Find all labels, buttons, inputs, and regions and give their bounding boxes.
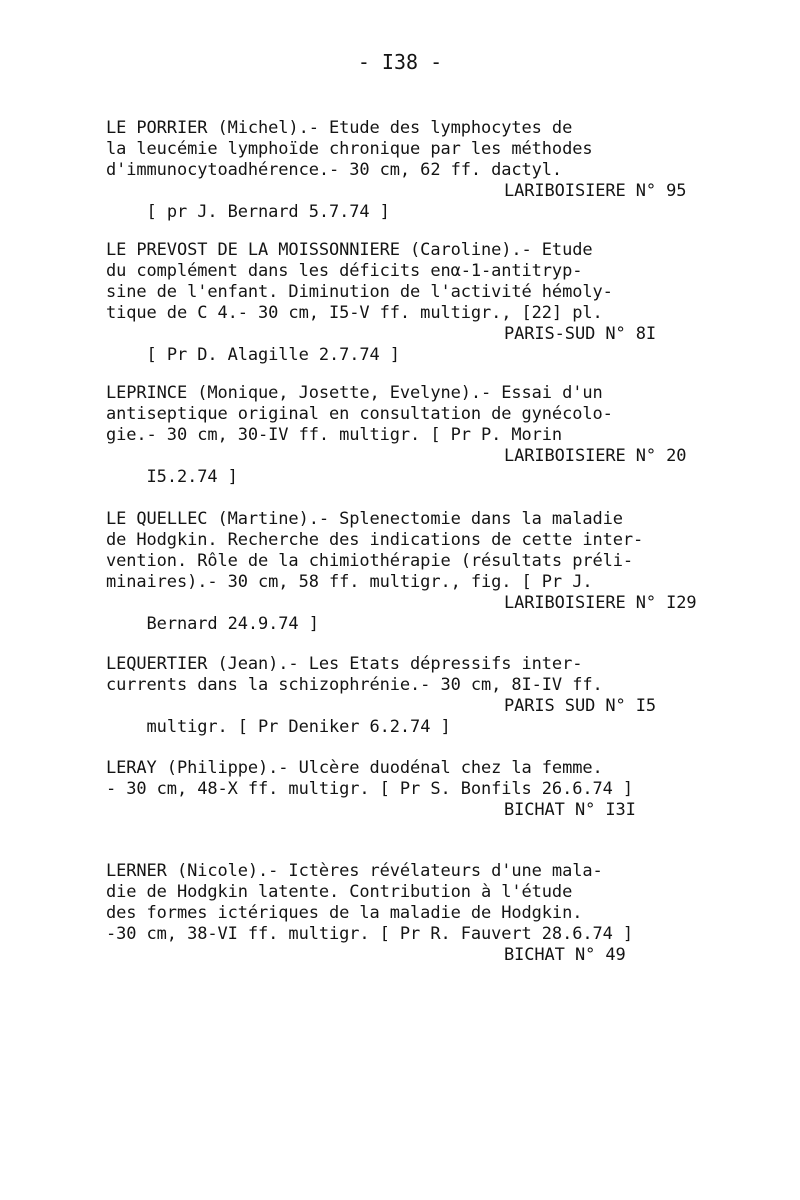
entry-line: vention. Rôle de la chimiothérapie (résultats préli- bbox=[106, 551, 634, 571]
entry-line-last bbox=[106, 800, 726, 821]
entry-line-text: multigr. [ Pr Deniker 6.2.74 ] bbox=[146, 717, 451, 737]
entry-line-last bbox=[106, 945, 726, 966]
entry-location: BICHAT N° I3I bbox=[504, 800, 636, 820]
entry-line: minaires).- 30 cm, 58 ff. multigr., fig. [ Pr J. bbox=[106, 572, 593, 592]
entry-line: de Hodgkin. Recherche des indications de cette inter- bbox=[106, 530, 644, 550]
entry-line-last bbox=[106, 696, 726, 737]
entry-line: LEQUERTIER (Jean).- Les Etats dépressifs inter- bbox=[106, 654, 583, 674]
bibliography-entry bbox=[106, 758, 726, 821]
entry-line: d'immunocytoadhérence.- 30 cm, 62 ff. dactyl. bbox=[106, 160, 563, 180]
entry-location: LARIBOISIERE N° 20 bbox=[504, 446, 687, 466]
entry-line: LE QUELLEC (Martine).- Splenectomie dans la maladie bbox=[106, 509, 623, 529]
bibliography-entry bbox=[106, 383, 726, 487]
entry-line: die de Hodgkin latente. Contribution à l'étude bbox=[106, 882, 573, 902]
entry-line-text: I5.2.74 ] bbox=[146, 467, 238, 487]
entry-line: gie.- 30 cm, 30-IV ff. multigr. [ Pr P. Morin bbox=[106, 425, 563, 445]
entry-line-last bbox=[106, 324, 726, 365]
bibliography-entry bbox=[106, 240, 726, 365]
entry-line-last bbox=[106, 593, 726, 634]
entry-line: du complément dans les déficits enα-1-antitryp- bbox=[106, 261, 583, 281]
entry-line-text: [ Pr D. Alagille 2.7.74 ] bbox=[146, 345, 400, 365]
bibliography-entry bbox=[106, 861, 726, 966]
bibliography-entry bbox=[106, 118, 726, 222]
entry-location: LARIBOISIERE N° I29 bbox=[504, 593, 697, 613]
entry-line: sine de l'enfant. Diminution de l'activité hémoly- bbox=[106, 282, 613, 302]
entry-line: LEPRINCE (Monique, Josette, Evelyne).- Essai d'un bbox=[106, 383, 603, 403]
bibliography-entry bbox=[106, 654, 726, 737]
entry-line-last bbox=[106, 446, 726, 487]
entry-line: LERNER (Nicole).- Ictères révélateurs d'une mala- bbox=[106, 861, 603, 881]
entry-line: des formes ictériques de la maladie de Hodgkin. bbox=[106, 903, 583, 923]
entry-location: PARIS-SUD N° 8I bbox=[504, 324, 657, 344]
entry-line-text: [ pr J. Bernard 5.7.74 ] bbox=[146, 202, 390, 222]
entry-line: tique de C 4.- 30 cm, I5-V ff. multigr., [22] pl. bbox=[106, 303, 603, 323]
entry-line: LE PORRIER (Michel).- Etude des lymphocytes de bbox=[106, 118, 573, 138]
entry-line: LERAY (Philippe).- Ulcère duodénal chez la femme. bbox=[106, 758, 603, 778]
entry-line-last bbox=[106, 181, 726, 222]
entry-line: - 30 cm, 48-X ff. multigr. [ Pr S. Bonfils 26.6.74 ] bbox=[106, 779, 634, 799]
entry-line: la leucémie lymphoïde chronique par les méthodes bbox=[106, 139, 593, 159]
bibliography-entry bbox=[106, 509, 726, 634]
entry-line: LE PREVOST DE LA MOISSONNIERE (Caroline).- Etude bbox=[106, 240, 593, 260]
entry-line: antiseptique original en consultation de gynécolo- bbox=[106, 404, 613, 424]
entry-line-text: Bernard 24.9.74 ] bbox=[146, 614, 319, 634]
entry-line: -30 cm, 38-VI ff. multigr. [ Pr R. Fauvert 28.6.74 ] bbox=[106, 924, 634, 944]
entry-location: BICHAT N° 49 bbox=[504, 945, 626, 965]
page-number: - I38 - bbox=[357, 50, 443, 74]
entry-location: PARIS SUD N° I5 bbox=[504, 696, 657, 716]
entry-location: LARIBOISIERE N° 95 bbox=[504, 181, 687, 201]
entry-line: currents dans la schizophrénie.- 30 cm, 8I-IV ff. bbox=[106, 675, 603, 695]
